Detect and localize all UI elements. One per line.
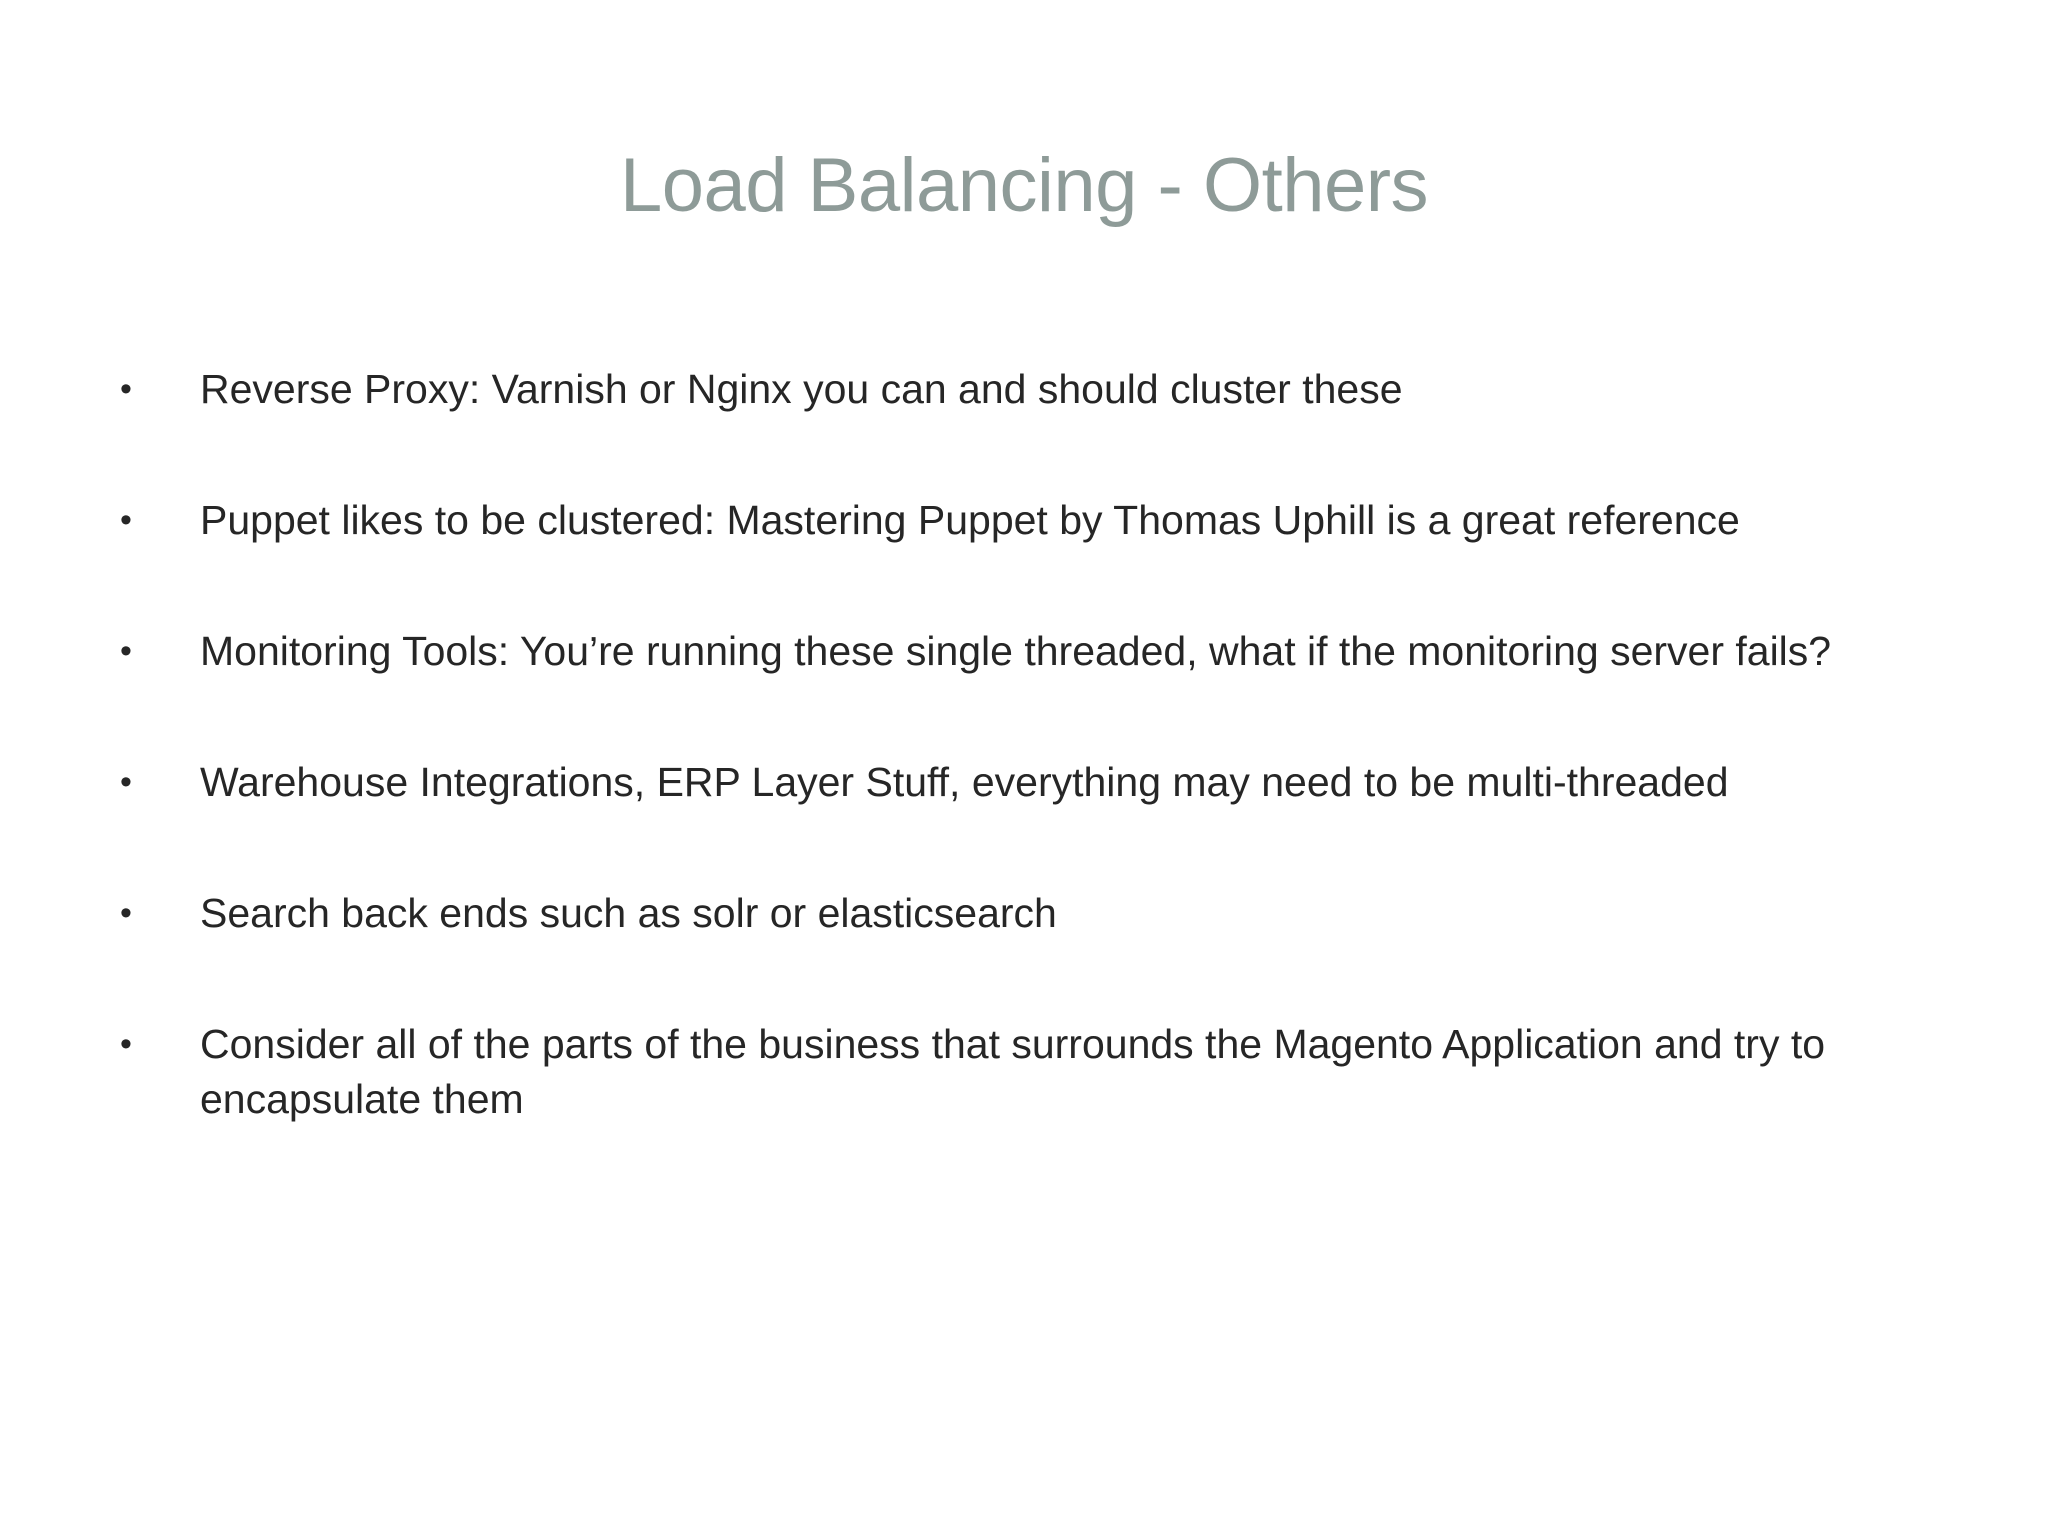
bullet-icon: • [120, 763, 132, 801]
bullet-icon: • [120, 370, 132, 408]
bullet-item-monitoring-tools [120, 624, 1900, 679]
bullet-icon: • [120, 894, 132, 932]
bullet-list [120, 362, 1900, 1127]
bullet-item-warehouse-integrations [120, 755, 1900, 810]
bullet-text: Consider all of the parts of the business that surrounds the Magento Application and try to encapsulate them [200, 1021, 1826, 1122]
bullet-item-puppet [120, 493, 1900, 548]
bullet-icon: • [120, 501, 132, 539]
bullet-item-reverse-proxy [120, 362, 1900, 417]
bullet-text: Search back ends such as solr or elasticsearch [200, 890, 1057, 936]
bullet-text: Reverse Proxy: Varnish or Nginx you can and should cluster these [200, 366, 1403, 412]
bullet-icon: • [120, 1025, 132, 1063]
bullet-text: Puppet likes to be clustered: Mastering Puppet by Thomas Uphill is a great reference [200, 497, 1740, 543]
bullet-item-consider-business-parts [120, 1017, 1900, 1127]
bullet-text: Monitoring Tools: You’re running these single threaded, what if the monitoring server fails? [200, 628, 1832, 674]
bullet-item-search-back-ends [120, 886, 1900, 941]
slide-title: Load Balancing - Others [619, 143, 1429, 228]
bullet-text: Warehouse Integrations, ERP Layer Stuff, everything may need to be multi-threaded [200, 759, 1729, 805]
bullet-icon: • [120, 632, 132, 670]
